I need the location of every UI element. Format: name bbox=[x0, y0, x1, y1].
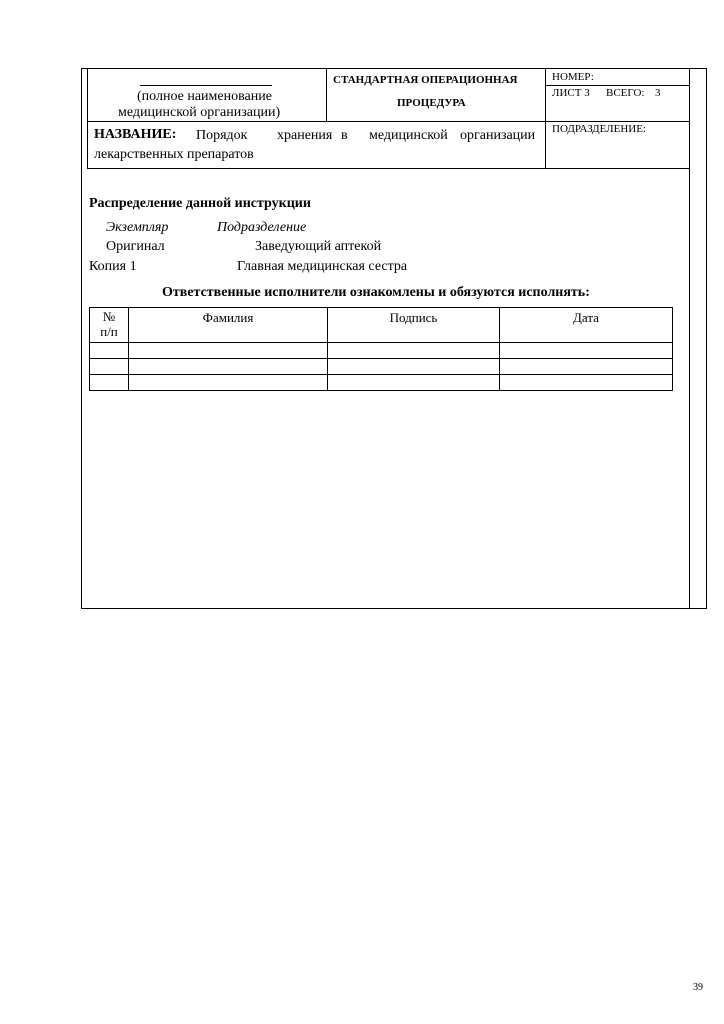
distribution-heading: Распределение данной инструкции bbox=[89, 196, 311, 211]
title-word: хранения bbox=[277, 128, 333, 143]
table-cell[interactable] bbox=[500, 359, 673, 375]
table-cell[interactable] bbox=[328, 343, 500, 359]
col-date-header: Дата bbox=[500, 308, 673, 343]
header-bottom-line bbox=[87, 168, 689, 169]
distribution-copy: Копия 1 bbox=[89, 259, 137, 274]
department-label: ПОДРАЗДЕЛЕНИЕ: bbox=[552, 123, 646, 135]
distribution-department: Главная медицинская сестра bbox=[237, 259, 408, 274]
org-caption-line1: (полное наименование bbox=[137, 89, 272, 104]
number-row-line bbox=[545, 85, 689, 86]
table-cell[interactable] bbox=[129, 359, 328, 375]
distribution-col-department: Подразделение bbox=[217, 220, 307, 235]
page-number: 39 bbox=[693, 982, 703, 993]
header-left-line bbox=[87, 68, 88, 169]
distribution-department: Заведующий аптекой bbox=[255, 239, 382, 254]
table-row bbox=[90, 359, 673, 375]
header-top-line bbox=[87, 68, 689, 69]
table-cell[interactable] bbox=[500, 375, 673, 391]
col-number-header: № п/п bbox=[90, 308, 129, 343]
table-cell[interactable] bbox=[328, 359, 500, 375]
table-cell[interactable] bbox=[90, 343, 129, 359]
title-word: Порядок bbox=[196, 128, 248, 143]
title-label: НАЗВАНИЕ: bbox=[94, 127, 177, 142]
table-row bbox=[90, 343, 673, 359]
total-label: ВСЕГО: bbox=[606, 87, 645, 99]
header-mid-line bbox=[87, 121, 689, 122]
signature-table bbox=[89, 307, 673, 391]
table-cell[interactable] bbox=[90, 359, 129, 375]
title-word: медицинской bbox=[369, 128, 448, 143]
title-word: организации bbox=[460, 128, 536, 143]
frame-right-margin-line bbox=[689, 68, 690, 609]
number-label: НОМЕР: bbox=[552, 71, 594, 83]
header-divider-1 bbox=[326, 68, 327, 122]
header-divider-2 bbox=[545, 68, 546, 169]
total-value: 3 bbox=[655, 87, 661, 99]
org-name-blank bbox=[140, 85, 272, 86]
table-row bbox=[90, 375, 673, 391]
distribution-col-copy: Экземпляр bbox=[106, 220, 169, 235]
sop-title-line1: СТАНДАРТНАЯ ОПЕРАЦИОННАЯ bbox=[333, 74, 518, 86]
acknowledgement-heading: Ответственные исполнители ознакомлены и обязуются исполнять: bbox=[162, 285, 590, 300]
title-line2: лекарственных препаратов bbox=[94, 147, 254, 162]
sheet-label: ЛИСТ 3 bbox=[552, 87, 590, 99]
table-cell[interactable] bbox=[129, 343, 328, 359]
table-cell[interactable] bbox=[500, 343, 673, 359]
title-word: в bbox=[341, 128, 348, 143]
table-cell[interactable] bbox=[328, 375, 500, 391]
org-caption-line2: медицинской организации) bbox=[118, 105, 281, 120]
signature-table-header bbox=[90, 308, 673, 343]
col-signature-header: Подпись bbox=[328, 308, 500, 343]
col-surname-header: Фамилия bbox=[129, 308, 328, 343]
sop-title-line2: ПРОЦЕДУРА bbox=[397, 97, 466, 109]
table-cell[interactable] bbox=[129, 375, 328, 391]
distribution-copy: Оригинал bbox=[106, 239, 165, 254]
table-cell[interactable] bbox=[90, 375, 129, 391]
